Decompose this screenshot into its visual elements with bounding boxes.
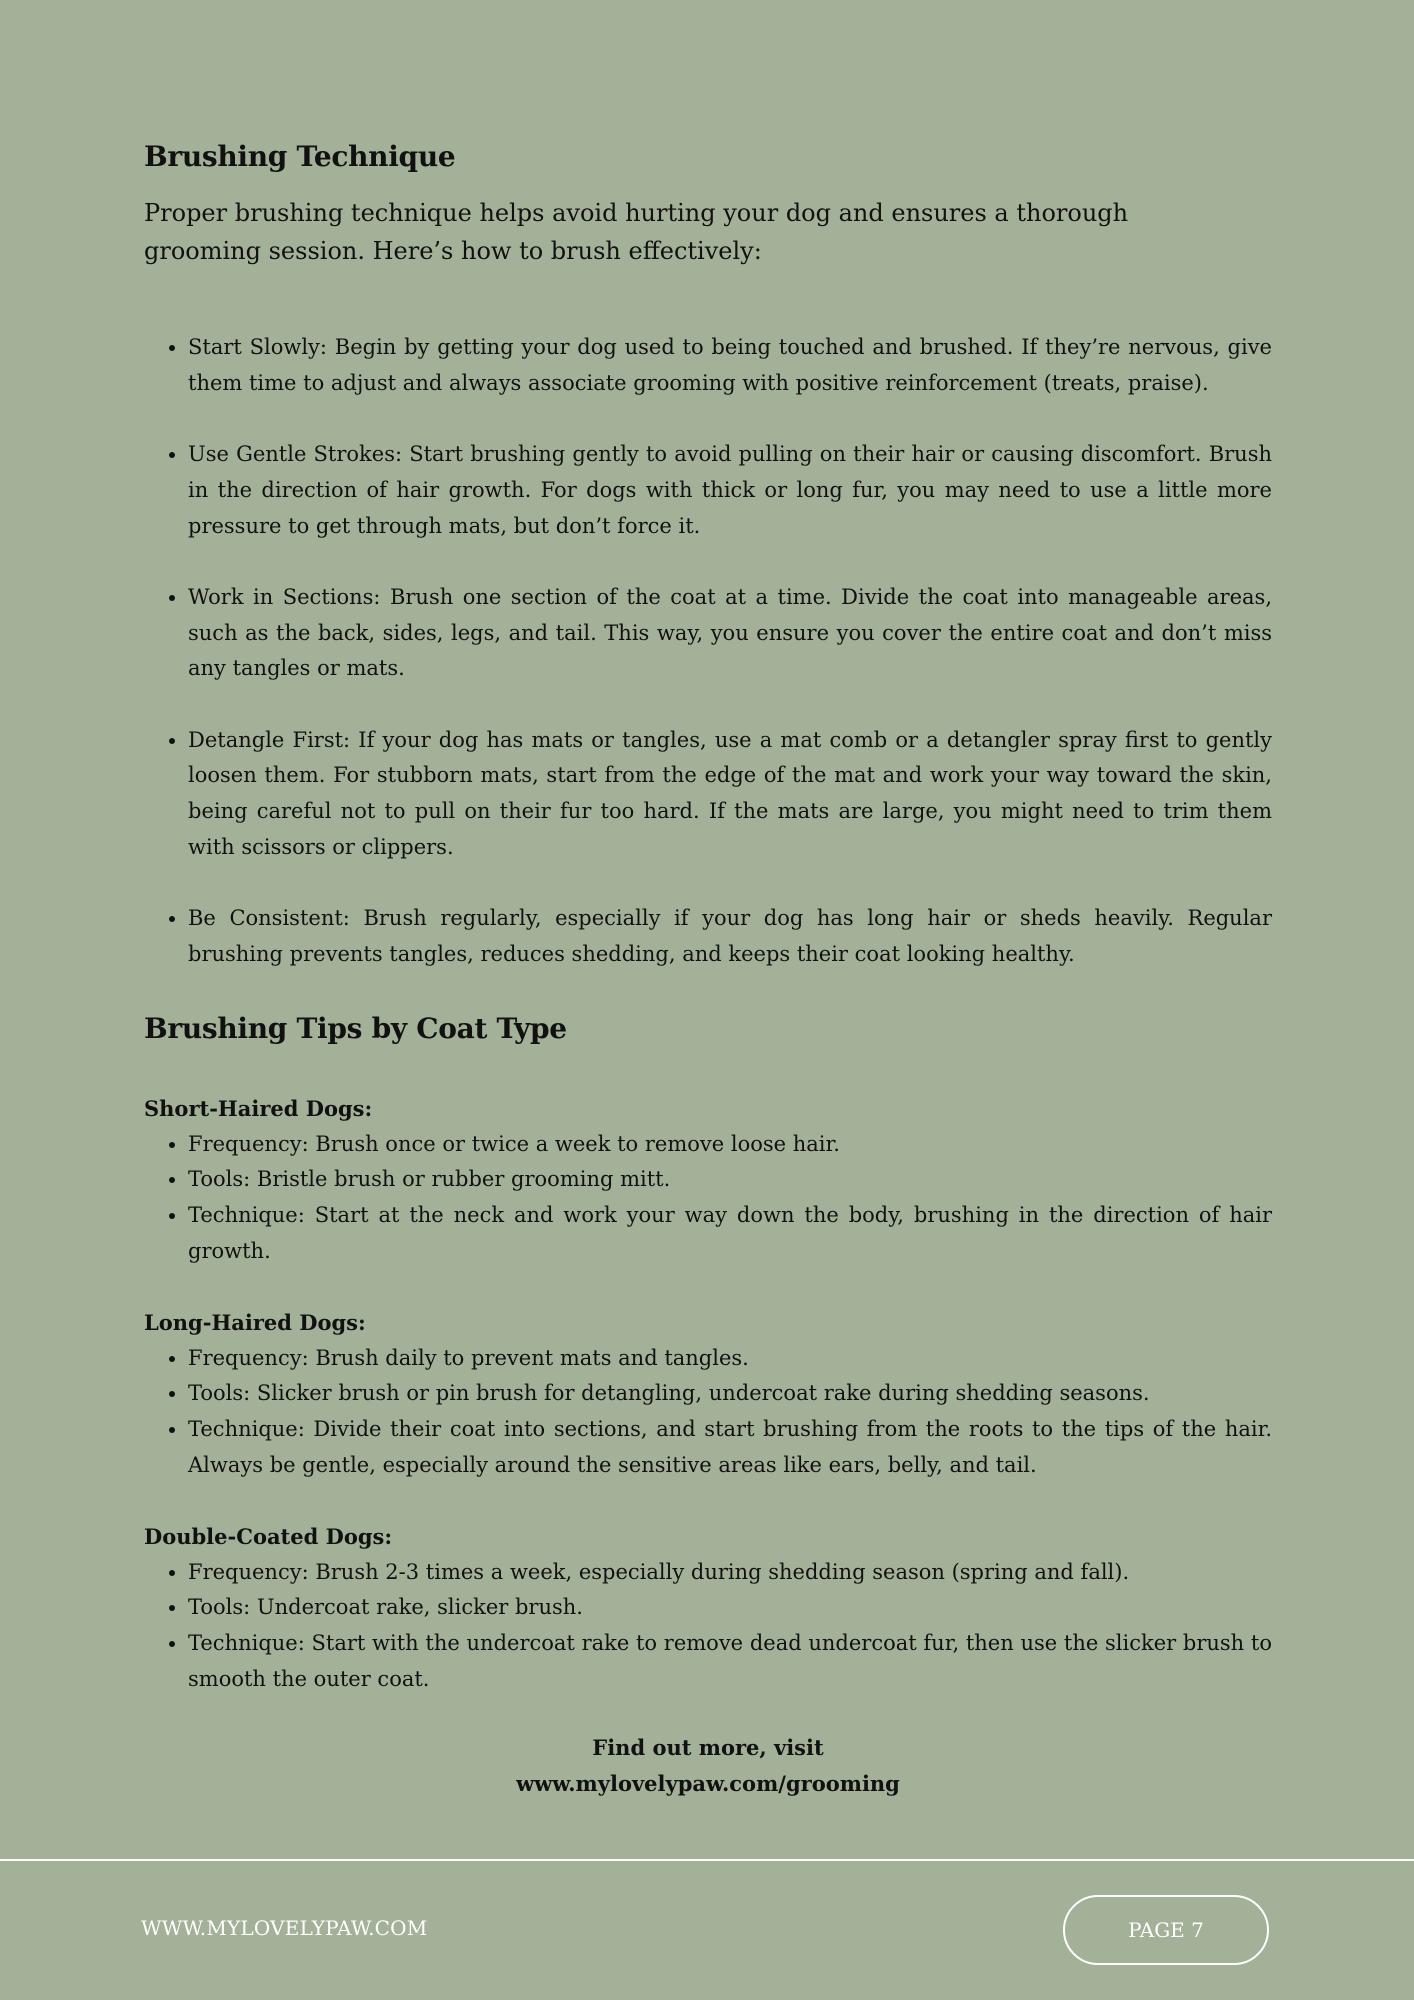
coat-type-tips-heading: Brushing Tips by Coat Type <box>144 1012 567 1045</box>
footer-website[interactable]: WWW.MYLOVELYPAW.COM <box>141 1916 428 1940</box>
list-item: • Tools: Slicker brush or pin brush for detangling, undercoat rake during shedding seasons. <box>188 1376 1272 1412</box>
list-item: • Technique: Start at the neck and work your way down the body, brushing in the direction of hair growth. <box>188 1198 1272 1269</box>
list-item: • Frequency: Brush once or twice a week to remove loose hair. <box>188 1127 1272 1163</box>
double-coated-list <box>144 1555 1272 1698</box>
list-item: • Technique: Divide their coat into sections, and start brushing from the roots to the tips of the hair. Always be gentle, especially around the sensitive areas like ears, belly, and tail. <box>188 1412 1272 1483</box>
list-item: • Frequency: Brush 2-3 times a week, especially during shedding season (spring and fall). <box>188 1555 1272 1591</box>
brushing-technique-heading: Brushing Technique <box>144 140 456 173</box>
double-coated-title: Double-Coated Dogs: <box>144 1524 393 1549</box>
page-number: PAGE 7 <box>1128 1918 1204 1942</box>
list-item: • Technique: Start with the undercoat rake to remove dead undercoat fur, then use the slicker brush to smooth the outer coat. <box>188 1626 1272 1697</box>
brushing-technique-list <box>144 330 1272 1008</box>
list-item: • Work in Sections: Brush one section of the coat at a time. Divide the coat into manageable areas, such as the back, sides, legs, and tail. This way, you ensure you cover the entire coat and don’t miss any tangles or mats. <box>188 580 1272 687</box>
brushing-technique-intro: Proper brushing technique helps avoid hurting your dog and ensures a thorough grooming session. Here’s how to brush effectively: <box>144 199 1129 265</box>
double-coated-section <box>144 1519 1272 1698</box>
long-haired-list <box>144 1341 1272 1484</box>
cta-line: Find out more, visit <box>592 1735 824 1760</box>
list-item: • Detangle First: If your dog has mats or tangles, use a mat comb or a detangler spray first to gently loosen them. For stubborn mats, start from the edge of the mat and work your way toward the skin, being careful not to pull on their fur too hard. If the mats are large, you might need to trim them with scissors or clippers. <box>188 723 1272 866</box>
footer-divider <box>0 1859 1414 1861</box>
long-haired-section <box>144 1305 1272 1484</box>
short-haired-list <box>144 1127 1272 1270</box>
list-item: • Frequency: Brush daily to prevent mats and tangles. <box>188 1341 1272 1377</box>
long-haired-title: Long-Haired Dogs: <box>144 1310 366 1335</box>
cta-link[interactable]: www.mylovelypaw.com/grooming <box>516 1770 900 1796</box>
list-item: • Tools: Undercoat rake, slicker brush. <box>188 1590 1272 1626</box>
list-item: • Tools: Bristle brush or rubber grooming mitt. <box>188 1162 1272 1198</box>
page-number-badge <box>1063 1895 1269 1965</box>
short-haired-section <box>144 1091 1272 1270</box>
find-out-more <box>144 1730 1272 1801</box>
list-item: • Use Gentle Strokes: Start brushing gently to avoid pulling on their hair or causing discomfort. Brush in the direction of hair growth. For dogs with thick or long fur, you may need to use a little more pressure to get through mats, but don’t force it. <box>188 437 1272 544</box>
list-item: • Start Slowly: Begin by getting your dog used to being touched and brushed. If they’re nervous, give them time to adjust and always associate grooming with positive reinforcement (treats, praise). <box>188 330 1272 401</box>
list-item: • Be Consistent: Brush regularly, especially if your dog has long hair or sheds heavily. Regular brushing prevents tangles, reduces shedding, and keeps their coat looking healthy. <box>188 901 1272 972</box>
short-haired-title: Short-Haired Dogs: <box>144 1096 373 1121</box>
